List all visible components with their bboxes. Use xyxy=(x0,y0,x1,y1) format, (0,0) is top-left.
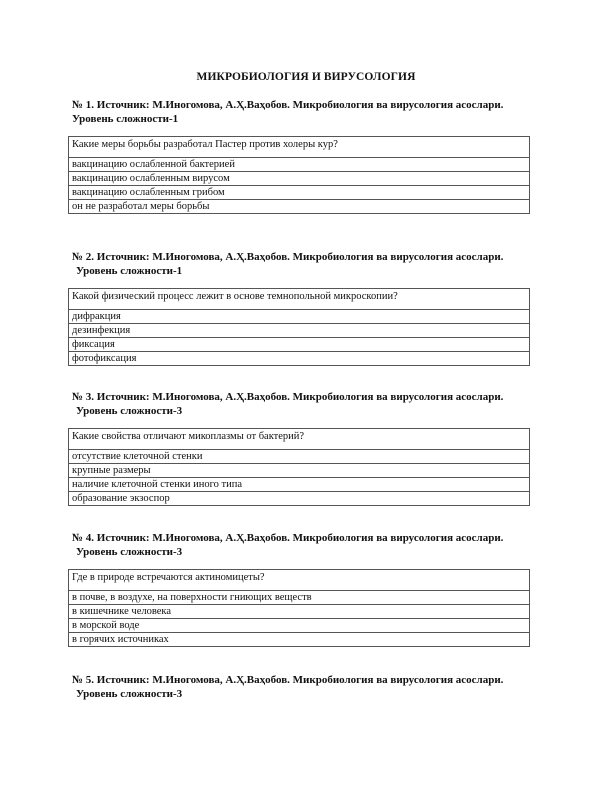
difficulty-level: Уровень сложности-3 xyxy=(76,546,183,558)
answer-row xyxy=(69,186,530,200)
question-row xyxy=(69,137,530,158)
answer-option: крупные размеры xyxy=(69,464,530,478)
answer-row xyxy=(69,633,530,647)
answer-row xyxy=(69,450,530,464)
answer-row xyxy=(69,591,530,605)
question-table xyxy=(68,288,530,366)
answer-row xyxy=(69,492,530,506)
answer-row xyxy=(69,478,530,492)
answer-option: дезинфекция xyxy=(69,324,530,338)
question-table xyxy=(68,569,530,647)
question-block-3 xyxy=(72,390,542,506)
difficulty-level: Уровень сложности-3 xyxy=(76,688,183,700)
difficulty-level: Уровень сложности-3 xyxy=(76,405,183,417)
answer-option: образование экзоспор xyxy=(69,492,530,506)
question-text: Какие свойства отличают микоплазмы от бактерий? xyxy=(69,429,530,450)
answer-row xyxy=(69,338,530,352)
answer-option: в горячих источниках xyxy=(69,633,530,647)
answer-option: вакцинацию ослабленным грибом xyxy=(69,186,530,200)
question-row xyxy=(69,429,530,450)
answer-option: в морской воде xyxy=(69,619,530,633)
answer-row xyxy=(69,310,530,324)
answer-option: в кишечнике человека xyxy=(69,605,530,619)
question-block-2 xyxy=(72,250,542,366)
question-source-header: № 2. Источник: М.Иногомова, А.Ҳ.Ваҳобов. Микробиология ва вирусология асослари. xyxy=(72,251,504,263)
question-text: Где в природе встречаются актиномицеты? xyxy=(69,570,530,591)
difficulty-level: Уровень сложности-1 xyxy=(76,265,183,277)
answer-option: вакцинацию ослабленной бактерией xyxy=(69,158,530,172)
answer-option: фиксация xyxy=(69,338,530,352)
difficulty-level: Уровень сложности-1 xyxy=(72,113,179,125)
answer-option: отсутствие клеточной стенки xyxy=(69,450,530,464)
question-source-header: № 4. Источник: М.Иногомова, А.Ҳ.Ваҳобов. Микробиология ва вирусология асослари. xyxy=(72,532,504,544)
question-row xyxy=(69,570,530,591)
page-title: МИКРОБИОЛОГИЯ И ВИРУСОЛОГИЯ xyxy=(196,71,416,83)
answer-option: наличие клеточной стенки иного типа xyxy=(69,478,530,492)
answer-row xyxy=(69,172,530,186)
answer-option: фотофиксация xyxy=(69,352,530,366)
answer-option: он не разработал меры борьбы xyxy=(69,200,530,214)
question-table xyxy=(68,136,530,214)
question-source-header: № 3. Источник: М.Иногомова, А.Ҳ.Ваҳобов. Микробиология ва вирусология асослари. xyxy=(72,391,504,403)
answer-row xyxy=(69,324,530,338)
answer-row xyxy=(69,464,530,478)
question-block-4 xyxy=(72,531,542,647)
answer-row xyxy=(69,605,530,619)
answer-option: дифракция xyxy=(69,310,530,324)
question-table xyxy=(68,428,530,506)
answer-option: в почве, в воздухе, на поверхности гниющих веществ xyxy=(69,591,530,605)
question-block-5 xyxy=(72,673,542,701)
answer-row xyxy=(69,200,530,214)
answer-row xyxy=(69,352,530,366)
answer-option: вакцинацию ослабленным вирусом xyxy=(69,172,530,186)
question-text: Какой физический процесс лежит в основе темнопольной микроскопии? xyxy=(69,289,530,310)
answer-row xyxy=(69,158,530,172)
question-text: Какие меры борьбы разработал Пастер против холеры кур? xyxy=(69,137,530,158)
answer-row xyxy=(69,619,530,633)
question-source-header: № 1. Источник: М.Иногомова, А.Ҳ.Ваҳобов. Микробиология ва вирусология асослари. xyxy=(72,99,504,111)
question-source-header: № 5. Источник: М.Иногомова, А.Ҳ.Ваҳобов. Микробиология ва вирусология асослари. xyxy=(72,674,504,686)
question-row xyxy=(69,289,530,310)
question-block-1 xyxy=(72,98,542,214)
